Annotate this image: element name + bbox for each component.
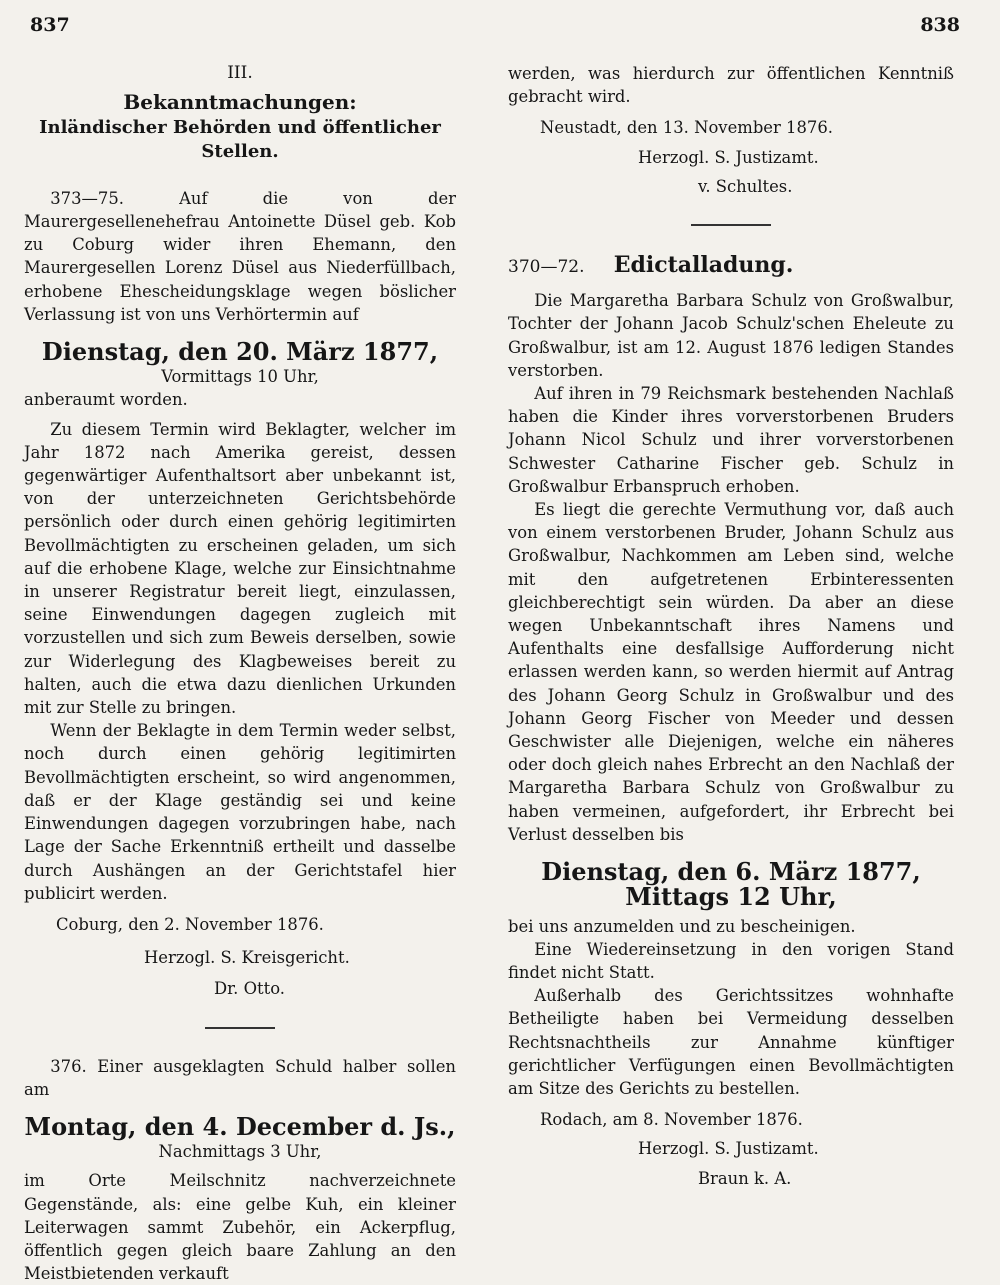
neustadt-signature: v. Schultes. <box>698 176 793 196</box>
notice-373-place-date: Coburg, den 2. November 1876. <box>56 914 324 934</box>
edict-para2: Auf ihren in 79 Reichsmark bestehenden Nachlaß haben die Kinder ihres vorverstorbenen Bruders Johann Nicol Schulz und ihrer vorverstorbenen Schwester Catharine Fischer geb. Schulz in Großwalbur Erbanspruch erhoben. <box>508 384 954 496</box>
edict-para4: bei uns anzumelden und zu bescheinigen. <box>508 916 856 936</box>
notice-376-time: Nachmittags 3 Uhr, <box>158 1142 322 1162</box>
rodach-place-date: Rodach, am 8. November 1876. <box>540 1110 803 1130</box>
edict-para6: Außerhalb des Gerichtssitzes wohnhafte Betheiligte haben bei Vermeidung desselben Rechtsnachtheils zur Annahme künftiger gerichtlicher Verfügungen einen Bevollmächtigten am Sitze des Gerichts zu bestellen. <box>508 986 954 1098</box>
section-number: III. <box>227 63 253 83</box>
notice-373-intro: 373—75. Auf die von der Maurergesellenehefrau Antoinette Düsel geb. Kob zu Coburg wider ihren Ehemann, den Maurergesellen Lorenz Düsel aus Niederfüllbach, erhobene Ehescheidungsklage wegen böslicher Verlassung ist von uns Verhörtermin auf <box>24 188 456 324</box>
rodach-signature: Braun k. A. <box>698 1168 792 1188</box>
page-number-left: 837 <box>30 14 70 36</box>
continuation-text: werden, was hierdurch zur öffentlichen Kenntniß gebracht wird. <box>508 64 954 107</box>
rodach-authority: Herzogl. S. Justizamt. <box>638 1139 819 1159</box>
notice-376-body: im Orte Meilschnitz nachverzeichnete Gegenstände, als: eine gelbe Kuh, ein kleiner Leiterwagen sammt Zubehör, ein Ackerpflug, öffentlich gegen gleich baare Zahlung an den Meistbietenden verkauft <box>24 1171 456 1284</box>
left-column <box>24 62 456 1285</box>
notice-376-intro: 376. Einer ausgeklagten Schuld halber sollen am <box>24 1056 456 1099</box>
section-title: Bekanntmachungen: <box>123 90 357 115</box>
right-column <box>508 62 954 1190</box>
edict-title: Edictalladung. <box>613 252 794 279</box>
notice-373-date: Dienstag, den 20. März 1877, <box>41 337 439 367</box>
edict-para1: Die Margaretha Barbara Schulz von Großwalbur, Tochter der Johann Jacob Schulz'schen Eheleute zu Großwalbur, ist am 12. August 1876 ledigen Standes verstorben. <box>508 291 954 380</box>
notice-376-date: Montag, den 4. December d. Js., <box>24 1111 456 1141</box>
notice-373-after-date: anberaumt worden. <box>24 390 188 410</box>
notice-373-signature: Dr. Otto. <box>214 979 285 999</box>
divider <box>691 224 771 226</box>
edict-number: 370—72. <box>508 257 585 278</box>
edict-para3: Es liegt die gerechte Vermuthung vor, daß auch von einem verstorbenen Bruder, Johann Schulz aus Großwalbur, Nachkommen am Leben sind, welche mit den aufgetretenen Erbinteressenten gleichberechtigt sein würden. Da aber an diese wegen Unbekanntschaft ihres Namens und Aufenthalts eine desfallsige Aufforderung nicht erlassen werden kann, so werden hiermit auf Antrag des Johann Georg Schulz in Großwalbur und des Johann Georg Fischer von Meeder und dessen Geschwister alle Diejenigen, welche ein näheres oder doch gleich nahes Erbrecht an den Nachlaß der Margaretha Barbara Schulz von Großwalbur zu haben vermeinen, aufgefordert, ihr Erbrecht bei Verlust desselben bis <box>508 500 954 844</box>
section-subtitle: Inländischer Behörden und öffentlicher Stellen. <box>39 117 441 162</box>
notice-373-para2: Zu diesem Termin wird Beklagter, welcher im Jahr 1872 nach Amerika gereist, dessen gegenwärtiger Aufenthaltsort aber unbekannt ist, von der unterzeichneten Gerichtsbehörde persönlich oder durch einen gehörig legitimirten Bevollmächtigten zu erscheinen geladen, um sich auf die erhobene Klage, welche zur Einsichtnahme in unserer Registratur bereit liegt, einzulassen, seine Einwendungen dagegen zugleich mit vorzustellen und sich zum Beweis derselben, sowie zur Widerlegung des Klagbeweises bereit zu halten, auch die etwa dazu dienlichen Urkunden mit zur Stelle zu bringen. <box>24 419 456 718</box>
notice-373-para3: Wenn der Beklagte in dem Termin weder selbst, noch durch einen gehörig legitimirten Bevollmächtigten erscheint, so wird angenommen, daß er der Klage geständig sei und keine Einwendungen dagegen vorzubringen habe, nach Lage der Sache Erkenntniß ertheilt und dasselbe durch Aushängen an der Gerichtstafel hier publicirt werden. <box>24 721 456 903</box>
notice-373-time: Vormittags 10 Uhr, <box>161 367 319 387</box>
page-number-right: 838 <box>920 14 960 36</box>
edict-time: Mittags 12 Uhr, <box>625 882 837 912</box>
edict-date: Dienstag, den 6. März 1877, <box>541 857 921 887</box>
neustadt-authority: Herzogl. S. Justizamt. <box>638 147 819 167</box>
notice-373-authority: Herzogl. S. Kreisgericht. <box>144 948 350 968</box>
neustadt-place-date: Neustadt, den 13. November 1876. <box>540 118 833 138</box>
divider <box>205 1027 275 1029</box>
edict-para5: Eine Wiedereinsetzung in den vorigen Stand findet nicht Statt. <box>508 939 954 982</box>
